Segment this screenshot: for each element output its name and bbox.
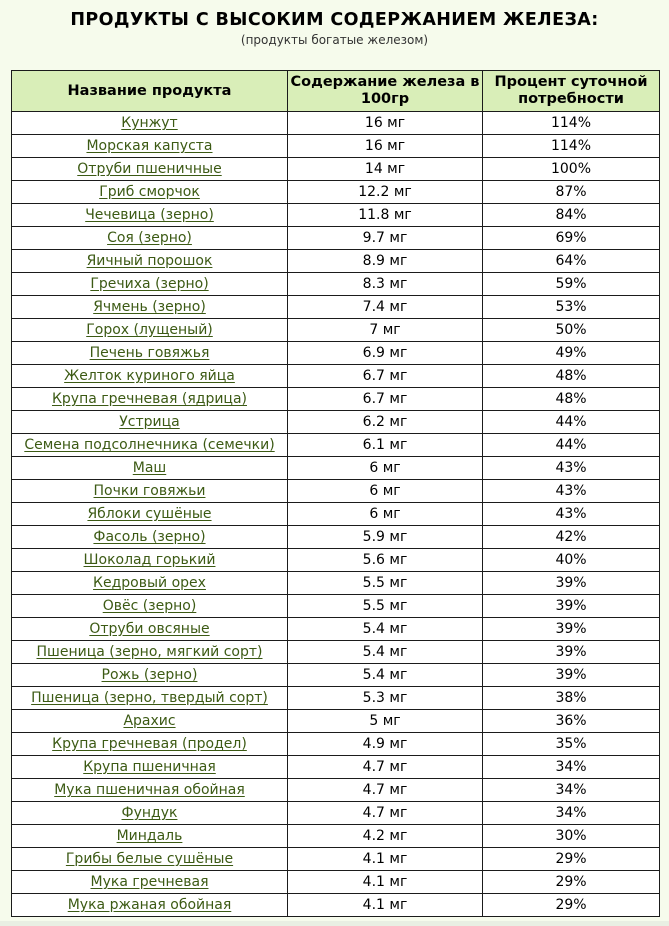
product-link[interactable]: Мука пшеничная обойная bbox=[54, 782, 245, 798]
table-body bbox=[12, 112, 660, 917]
daily-percent-cell: 29% bbox=[483, 871, 660, 894]
product-name-cell bbox=[12, 227, 288, 250]
product-link[interactable]: Гриб сморчок bbox=[99, 184, 200, 200]
product-name-cell bbox=[12, 342, 288, 365]
product-link[interactable]: Миндаль bbox=[116, 828, 183, 844]
table-row bbox=[12, 618, 660, 641]
daily-percent-cell: 42% bbox=[483, 526, 660, 549]
table-row bbox=[12, 549, 660, 572]
daily-percent-cell: 114% bbox=[483, 135, 660, 158]
product-name-cell bbox=[12, 710, 288, 733]
iron-amount-cell: 6 мг bbox=[288, 480, 483, 503]
iron-amount-cell: 4.7 мг bbox=[288, 802, 483, 825]
product-link[interactable]: Шоколад горький bbox=[83, 552, 216, 568]
table-row bbox=[12, 296, 660, 319]
table-row bbox=[12, 112, 660, 135]
product-name-cell bbox=[12, 687, 288, 710]
page-subtitle: (продукты богатые железом) bbox=[240, 33, 429, 47]
product-link[interactable]: Кедровый орех bbox=[93, 575, 206, 591]
product-name-cell bbox=[12, 158, 288, 181]
daily-percent-cell: 39% bbox=[483, 664, 660, 687]
product-name-cell bbox=[12, 365, 288, 388]
product-name-cell bbox=[12, 756, 288, 779]
product-link[interactable]: Фасоль (зерно) bbox=[93, 529, 206, 545]
page-bottom-edge bbox=[0, 921, 669, 926]
iron-amount-cell: 5.4 мг bbox=[288, 618, 483, 641]
daily-percent-cell: 44% bbox=[483, 411, 660, 434]
product-link[interactable]: Крупа гречневая (ядрица) bbox=[51, 391, 247, 407]
daily-percent-cell: 34% bbox=[483, 779, 660, 802]
product-name-cell bbox=[12, 319, 288, 342]
iron-amount-cell: 5 мг bbox=[288, 710, 483, 733]
product-name-cell bbox=[12, 825, 288, 848]
table-row bbox=[12, 388, 660, 411]
iron-amount-cell: 4.1 мг bbox=[288, 894, 483, 917]
table-row bbox=[12, 802, 660, 825]
table-row bbox=[12, 871, 660, 894]
iron-amount-cell: 16 мг bbox=[288, 135, 483, 158]
product-link[interactable]: Желток куриного яйца bbox=[64, 368, 235, 384]
daily-percent-cell: 114% bbox=[483, 112, 660, 135]
table-row bbox=[12, 733, 660, 756]
table-row bbox=[12, 204, 660, 227]
daily-percent-cell: 34% bbox=[483, 802, 660, 825]
product-name-cell bbox=[12, 434, 288, 457]
table-header-row bbox=[12, 71, 660, 112]
product-link[interactable]: Пшеница (зерно, твердый сорт) bbox=[31, 690, 268, 706]
iron-amount-cell: 12.2 мг bbox=[288, 181, 483, 204]
table-row bbox=[12, 664, 660, 687]
product-link[interactable]: Почки говяжьи bbox=[93, 483, 206, 499]
product-link[interactable]: Мука ржаная обойная bbox=[67, 897, 232, 913]
iron-amount-cell: 9.7 мг bbox=[288, 227, 483, 250]
daily-percent-cell: 43% bbox=[483, 480, 660, 503]
table-row bbox=[12, 158, 660, 181]
daily-percent-cell: 48% bbox=[483, 365, 660, 388]
table-row bbox=[12, 411, 660, 434]
column-header-product: Название продукта bbox=[12, 71, 288, 112]
table-row bbox=[12, 756, 660, 779]
product-name-cell bbox=[12, 526, 288, 549]
table-row bbox=[12, 135, 660, 158]
product-link[interactable]: Фундук bbox=[121, 805, 178, 821]
product-link[interactable]: Мука гречневая bbox=[90, 874, 209, 890]
product-link[interactable]: Яичный порошок bbox=[86, 253, 213, 269]
table-row bbox=[12, 687, 660, 710]
daily-percent-cell: 39% bbox=[483, 572, 660, 595]
product-name-cell bbox=[12, 618, 288, 641]
product-name-cell bbox=[12, 135, 288, 158]
product-name-cell bbox=[12, 250, 288, 273]
product-name-cell bbox=[12, 181, 288, 204]
product-link[interactable]: Печень говяжья bbox=[89, 345, 210, 361]
daily-percent-cell: 84% bbox=[483, 204, 660, 227]
product-link[interactable]: Пшеница (зерно, мягкий сорт) bbox=[36, 644, 263, 660]
daily-percent-cell: 50% bbox=[483, 319, 660, 342]
daily-percent-cell: 39% bbox=[483, 618, 660, 641]
product-link[interactable]: Арахис bbox=[123, 713, 176, 729]
table-row bbox=[12, 894, 660, 917]
table-row bbox=[12, 572, 660, 595]
table-row bbox=[12, 319, 660, 342]
iron-amount-cell: 14 мг bbox=[288, 158, 483, 181]
product-link[interactable]: Горох (лущеный) bbox=[86, 322, 213, 338]
iron-amount-cell: 8.3 мг bbox=[288, 273, 483, 296]
iron-amount-cell: 6.9 мг bbox=[288, 342, 483, 365]
iron-amount-cell: 6 мг bbox=[288, 503, 483, 526]
iron-amount-cell: 6.1 мг bbox=[288, 434, 483, 457]
daily-percent-cell: 43% bbox=[483, 503, 660, 526]
iron-amount-cell: 5.4 мг bbox=[288, 664, 483, 687]
daily-percent-cell: 40% bbox=[483, 549, 660, 572]
daily-percent-cell: 49% bbox=[483, 342, 660, 365]
iron-amount-cell: 7.4 мг bbox=[288, 296, 483, 319]
daily-percent-cell: 69% bbox=[483, 227, 660, 250]
table-row bbox=[12, 641, 660, 664]
iron-amount-cell: 4.2 мг bbox=[288, 825, 483, 848]
product-name-cell bbox=[12, 273, 288, 296]
product-link[interactable]: Рожь (зерно) bbox=[101, 667, 198, 683]
product-name-cell bbox=[12, 848, 288, 871]
product-name-cell bbox=[12, 411, 288, 434]
iron-amount-cell: 4.7 мг bbox=[288, 756, 483, 779]
daily-percent-cell: 34% bbox=[483, 756, 660, 779]
daily-percent-cell: 39% bbox=[483, 595, 660, 618]
iron-amount-cell: 5.4 мг bbox=[288, 641, 483, 664]
iron-amount-cell: 6.7 мг bbox=[288, 365, 483, 388]
product-name-cell bbox=[12, 779, 288, 802]
page-title: ПРОДУКТЫ С ВЫСОКИМ СОДЕРЖАНИЕМ ЖЕЛЕЗА: bbox=[70, 10, 599, 30]
iron-amount-cell: 4.1 мг bbox=[288, 871, 483, 894]
iron-amount-cell: 11.8 мг bbox=[288, 204, 483, 227]
iron-amount-cell: 4.7 мг bbox=[288, 779, 483, 802]
product-name-cell bbox=[12, 733, 288, 756]
product-link[interactable]: Семена подсолнечника (семечки) bbox=[24, 437, 275, 453]
iron-amount-cell: 16 мг bbox=[288, 112, 483, 135]
product-link[interactable]: Маш bbox=[132, 460, 167, 476]
iron-amount-cell: 5.5 мг bbox=[288, 572, 483, 595]
product-link[interactable]: Овёс (зерно) bbox=[102, 598, 197, 614]
product-link[interactable]: Ячмень (зерно) bbox=[93, 299, 206, 315]
product-link[interactable]: Морская капуста bbox=[86, 138, 213, 154]
table-row bbox=[12, 710, 660, 733]
table-row bbox=[12, 342, 660, 365]
product-name-cell bbox=[12, 664, 288, 687]
iron-amount-cell: 4.9 мг bbox=[288, 733, 483, 756]
daily-percent-cell: 36% bbox=[483, 710, 660, 733]
iron-amount-cell: 6.7 мг bbox=[288, 388, 483, 411]
table-row bbox=[12, 365, 660, 388]
product-link[interactable]: Крупа пшеничная bbox=[83, 759, 216, 775]
product-name-cell bbox=[12, 296, 288, 319]
product-name-cell bbox=[12, 894, 288, 917]
daily-percent-cell: 100% bbox=[483, 158, 660, 181]
product-link[interactable]: Гречиха (зерно) bbox=[90, 276, 209, 292]
daily-percent-cell: 38% bbox=[483, 687, 660, 710]
daily-percent-cell: 59% bbox=[483, 273, 660, 296]
iron-amount-cell: 8.9 мг bbox=[288, 250, 483, 273]
table-row bbox=[12, 250, 660, 273]
iron-amount-cell: 7 мг bbox=[288, 319, 483, 342]
product-link[interactable]: Грибы белые сушёные bbox=[65, 851, 234, 867]
table-row bbox=[12, 181, 660, 204]
daily-percent-cell: 44% bbox=[483, 434, 660, 457]
product-name-cell bbox=[12, 871, 288, 894]
product-name-cell bbox=[12, 572, 288, 595]
table-row bbox=[12, 480, 660, 503]
product-link[interactable]: Крупа гречневая (продел) bbox=[52, 736, 247, 752]
daily-percent-cell: 30% bbox=[483, 825, 660, 848]
table-row bbox=[12, 848, 660, 871]
daily-percent-cell: 39% bbox=[483, 641, 660, 664]
daily-percent-cell: 29% bbox=[483, 894, 660, 917]
product-link[interactable]: Соя (зерно) bbox=[107, 230, 192, 246]
product-name-cell bbox=[12, 641, 288, 664]
product-link[interactable]: Устрица bbox=[119, 414, 180, 430]
product-link[interactable]: Отруби овсяные bbox=[89, 621, 210, 637]
daily-percent-cell: 64% bbox=[483, 250, 660, 273]
daily-percent-cell: 29% bbox=[483, 848, 660, 871]
daily-percent-cell: 48% bbox=[483, 388, 660, 411]
daily-percent-cell: 53% bbox=[483, 296, 660, 319]
product-name-cell bbox=[12, 204, 288, 227]
column-header-iron: Содержание железа в 100гр bbox=[288, 71, 483, 112]
product-link[interactable]: Отруби пшеничные bbox=[77, 161, 222, 177]
product-name-cell bbox=[12, 388, 288, 411]
table-row bbox=[12, 595, 660, 618]
table-row bbox=[12, 273, 660, 296]
table-row bbox=[12, 434, 660, 457]
iron-amount-cell: 6.2 мг bbox=[288, 411, 483, 434]
iron-content-table bbox=[11, 70, 660, 917]
daily-percent-cell: 35% bbox=[483, 733, 660, 756]
product-name-cell bbox=[12, 480, 288, 503]
product-name-cell bbox=[12, 457, 288, 480]
iron-amount-cell: 5.6 мг bbox=[288, 549, 483, 572]
product-name-cell bbox=[12, 112, 288, 135]
product-link[interactable]: Чечевица (зерно) bbox=[85, 207, 214, 223]
product-link[interactable]: Яблоки сушёные bbox=[87, 506, 212, 522]
table-row bbox=[12, 457, 660, 480]
table-row bbox=[12, 825, 660, 848]
iron-amount-cell: 4.1 мг bbox=[288, 848, 483, 871]
table-row bbox=[12, 526, 660, 549]
iron-amount-cell: 6 мг bbox=[288, 457, 483, 480]
table-row bbox=[12, 779, 660, 802]
product-name-cell bbox=[12, 549, 288, 572]
daily-percent-cell: 87% bbox=[483, 181, 660, 204]
product-link[interactable]: Кунжут bbox=[121, 115, 178, 131]
table-row bbox=[12, 227, 660, 250]
iron-amount-cell: 5.5 мг bbox=[288, 595, 483, 618]
product-name-cell bbox=[12, 802, 288, 825]
product-name-cell bbox=[12, 503, 288, 526]
column-header-percent: Процент суточной потребности bbox=[483, 71, 660, 112]
iron-amount-cell: 5.9 мг bbox=[288, 526, 483, 549]
iron-amount-cell: 5.3 мг bbox=[288, 687, 483, 710]
daily-percent-cell: 43% bbox=[483, 457, 660, 480]
table-row bbox=[12, 503, 660, 526]
product-name-cell bbox=[12, 595, 288, 618]
